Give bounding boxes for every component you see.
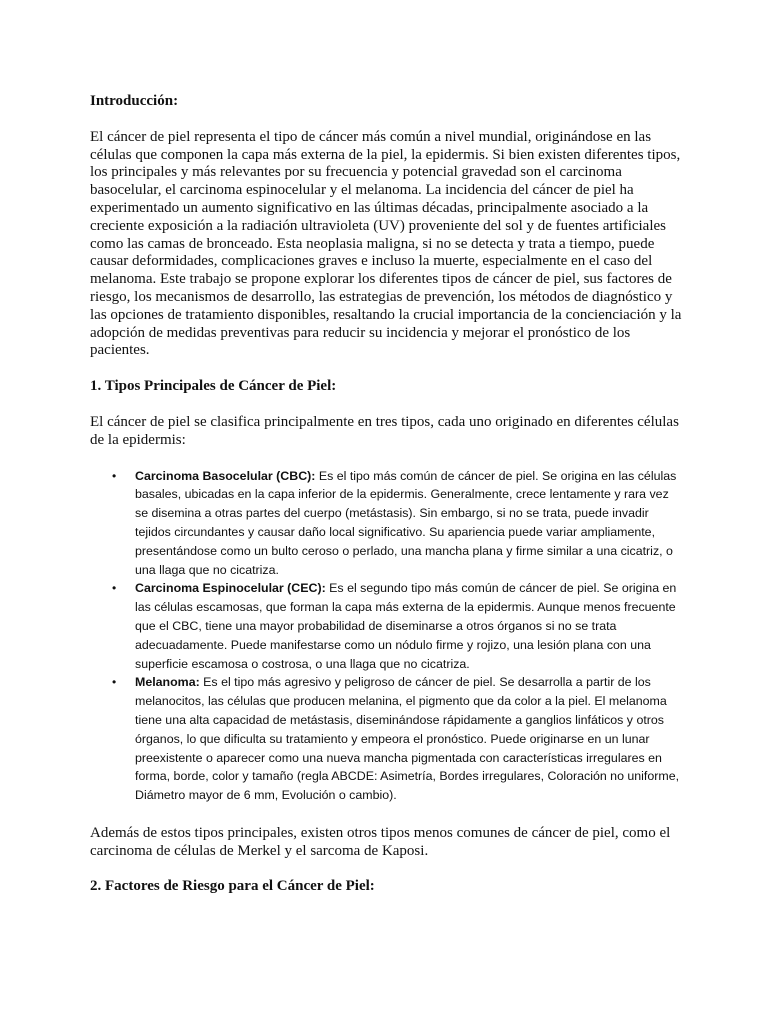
intro-paragraph: El cáncer de piel representa el tipo de cáncer más común a nivel mundial, originándose en las células que componen la capa más externa de la piel, la epidermis. Si bien existen diferentes tipos, los principales y más relevantes por su frecuencia y potencial gravedad son el carcinoma basocelular, el carcinoma espinocelular y el melanoma. La incidencia del cáncer de piel ha experimentado un aumento significativo en las últimas décadas, principalmente asociado a la creciente exposición a la radiación ultravioleta (UV) proveniente del sol y de fuentes artificiales como las camas de bronceado. Esta neoplasia maligna, si no se detecta y trata a tiempo, puede causar deformidades, complicaciones graves e incluso la muerte, especialmente en el caso del melanoma. Este trabajo se propone explorar los diferentes tipos de cáncer de piel, sus factores de riesgo, los mecanismos de desarrollo, las estrategias de prevención, los métodos de diagnóstico y las opciones de tratamiento disponibles, resaltando la crucial importancia de la concienciación y la adopción de medidas preventivas para reducir su incidencia y mejorar el pronóstico de los pacientes. xyxy=(90,128,682,359)
bullet-icon: • xyxy=(112,468,117,483)
section1-intro: El cáncer de piel se clasifica principalmente en tres tipos, cada uno originado en diferentes células de la epidermis: xyxy=(90,413,679,448)
document-page xyxy=(90,93,682,896)
list-item-cbc xyxy=(112,467,682,580)
section2-heading: 2. Factores de Riesgo para el Cáncer de Piel: xyxy=(90,878,375,895)
bullet-icon: • xyxy=(112,675,117,690)
list-item-melanoma xyxy=(112,673,682,805)
section1-heading: 1. Tipos Principales de Cáncer de Piel: xyxy=(90,378,337,395)
list-item-term: Carcinoma Espinocelular (CEC): xyxy=(135,581,326,596)
list-item-text: Es el tipo más común de cáncer de piel. Se origina en las células basales, ubicadas en la capa inferior de la epidermis. Generalmente, crece lentamente y rara vez se disemina a otras partes del cuerpo (metástasis). Sin embargo, si no se trata, puede invadir tejidos circundantes y causar daño local significativo. Su apariencia puede variar ampliamente, presentándose como un bulto ceroso o perlado, una mancha plana y firme similar a una cicatriz, o una llaga que no cicatriza. xyxy=(135,468,677,577)
list-item-cec xyxy=(112,579,682,673)
bullet-icon: • xyxy=(112,581,117,596)
list-item-term: Carcinoma Basocelular (CBC): xyxy=(135,468,316,483)
list-item-text: Es el segundo tipo más común de cáncer de piel. Se origina en las células escamosas, que forman la capa más externa de la epidermis. Aunque menos frecuente que el CBC, tiene una mayor probabilidad de diseminarse a otros órganos si no se trata adecuadamente. Puede manifestarse como un nódulo firme y rojizo, una lesión plana con una superficie escamosa o costrosa, o una llaga que no cicatriza. xyxy=(135,581,677,671)
skin-cancer-types-list xyxy=(90,467,682,805)
intro-heading: Introducción: xyxy=(90,93,179,109)
section1-closing: Además de estos tipos principales, existen otros tipos menos comunes de cáncer de piel, como el carcinoma de células de Merkel y el sarcoma de Kaposi. xyxy=(90,824,671,859)
list-item-term: Melanoma: xyxy=(135,675,200,690)
list-item-text: Es el tipo más agresivo y peligroso de cáncer de piel. Se desarrolla a partir de los melanocitos, las células que producen melanina, el pigmento que da color a la piel. El melanoma tiene una alta capacidad de metástasis, diseminándose rápidamente a ganglios linfáticos y otros órganos, lo que dificulta su tratamiento y empeora el pronóstico. Puede originarse en un lunar preexistente o aparecer como una nueva mancha pigmentada con características irregulares en forma, borde, color y tamaño (regla ABCDE: Asimetría, Bordes irregulares, Coloración no uniforme, Diámetro mayor de 6 mm, Evolución o cambio). xyxy=(135,675,680,803)
